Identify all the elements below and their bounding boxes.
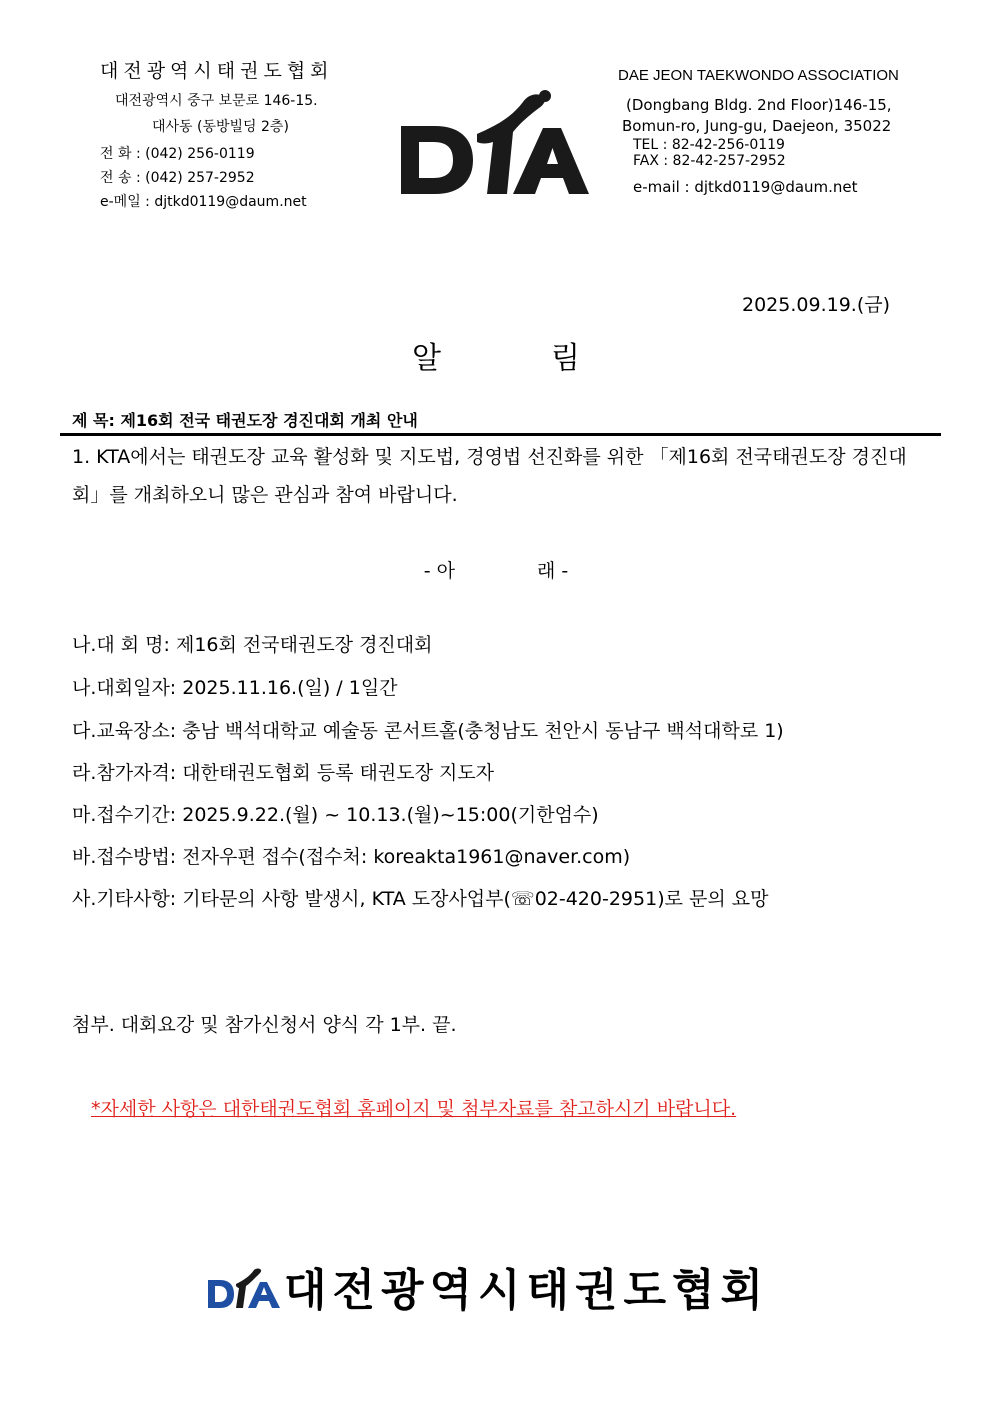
below-part1: - 아 [423,560,455,582]
footer-org-name: 대전광역시태권도협회 [284,1265,770,1316]
document-date: 2025.09.19.(금) [742,294,891,316]
detail-item-event-date: 나.대회일자: 2025.11.16.(일) / 1일간 [72,677,398,699]
subject-line: 제 목: 제16회 전국 태권도장 경진대회 개최 안내 [72,411,418,430]
detail-item-eligibility: 라.참가자격: 대한태권도협회 등록 태권도장 지도자 [72,762,495,784]
below-part2: 래 - [537,560,569,582]
detail-item-registration-period: 마.접수기간: 2025.9.22.(월) ~ 10.13.(월)~15:00(기한엄수) [72,804,599,826]
org-name-ko: 대전광역시태권도협회 [100,60,334,82]
dta-logo [395,88,591,198]
address-en-line1: (Dongbang Bldg. 2nd Floor)146-15, [626,96,892,114]
attachment-line: 첨부. 대회요강 및 참가신청서 양식 각 1부. 끝. [72,1014,457,1036]
email-en: e-mail : djtkd0119@daum.net [633,178,858,196]
org-name-en: DAE JEON TAEKWONDO ASSOCIATION [618,67,899,84]
phone-en: TEL : 82-42-256-0119 [633,137,785,153]
notice-line: *자세한 사항은 대한태권도협회 홈페이지 및 첨부자료를 참고하시기 바랍니다. [91,1098,737,1120]
fax-ko: 전 송 : (042) 257-2952 [100,170,255,186]
subject-divider [60,433,941,436]
below-heading [0,556,992,583]
address-ko-line2: 대사동 (동방빌딩 2층) [152,119,289,135]
title-part2: 림 [551,341,580,376]
footer-dta-logo [206,1268,282,1310]
intro-paragraph: 1. KTA에서는 태권도장 교육 활성화 및 지도법, 경영법 선진화를 위한 「제16회 전국태권도장 경진대회」를 개최하오니 많은 관심과 참여 바랍니다. [72,446,907,506]
detail-item-other: 사.기타사항: 기타문의 사항 발생시, KTA 도장사업부(☏02-420-2951)로 문의 요망 [72,888,769,910]
address-en-line2: Bomun-ro, Jung-gu, Daejeon, 35022 [622,117,892,135]
phone-ko: 전 화 : (042) 256-0119 [100,146,255,162]
detail-item-venue: 다.교육장소: 충남 백석대학교 예술동 콘서트홀(충청남도 천안시 동남구 백석대학로 1) [72,720,784,742]
email-ko: e-메일 : djtkd0119@daum.net [100,194,307,210]
fax-en: FAX : 82-42-257-2952 [633,153,786,169]
title-part1: 알 [412,341,441,376]
detail-item-event-name: 나.대 회 명: 제16회 전국태권도장 경진대회 [72,634,433,656]
address-ko-line1: 대전광역시 중구 보문로 146-15. [115,93,318,109]
document-title [0,333,992,377]
detail-item-registration-method: 바.접수방법: 전자우편 접수(접수처: koreakta1961@naver.com) [72,846,631,868]
